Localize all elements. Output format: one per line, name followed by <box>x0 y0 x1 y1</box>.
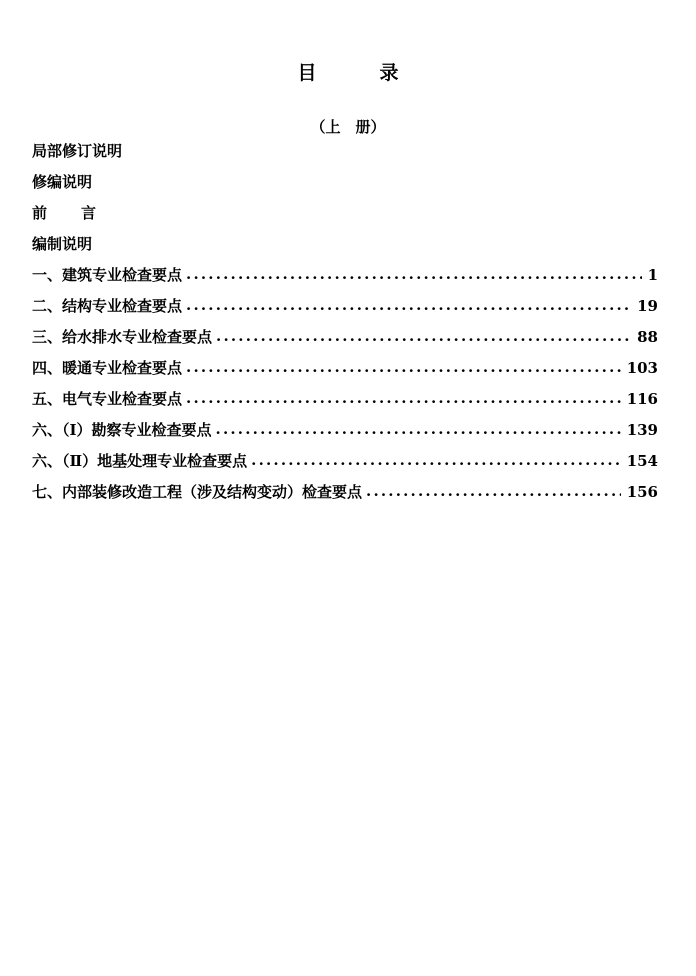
toc-leader-dots <box>186 357 621 377</box>
toc-leader-dots <box>186 264 642 284</box>
toc-entry-plumbing[interactable] <box>32 327 658 358</box>
toc-leader-dots <box>251 450 621 470</box>
toc-entry-electrical[interactable] <box>32 389 658 420</box>
toc-entry-page: 154 <box>626 452 658 470</box>
toc-entry-label: 二、结构专业检查要点 <box>32 297 183 315</box>
toc-entry-survey[interactable] <box>32 420 658 451</box>
front-matter-item-revision-explanation[interactable]: 修编说明 <box>32 173 93 191</box>
toc-leader-dots <box>186 388 621 408</box>
toc-leader-dots <box>216 419 621 439</box>
front-matter-item-preface[interactable]: 前言 <box>32 204 131 222</box>
toc-leader-dots <box>186 295 631 315</box>
toc-entry-label: 七、内部装修改造工程（涉及结构变动）检查要点 <box>32 483 363 501</box>
toc-leader-dots <box>216 326 631 346</box>
toc-entry-foundation-treatment[interactable] <box>32 451 658 482</box>
toc-entry-label: 三、给水排水专业检查要点 <box>32 328 213 346</box>
toc-entry-label: 五、电气专业检查要点 <box>32 390 183 408</box>
front-matter-item-revision-notes[interactable]: 局部修订说明 <box>32 142 123 160</box>
toc-entry-hvac[interactable] <box>32 358 658 389</box>
table-of-contents <box>32 265 658 513</box>
toc-entry-page: 116 <box>626 390 658 408</box>
toc-entry-page: 139 <box>626 421 658 439</box>
front-matter-item-compilation-notes[interactable]: 编制说明 <box>32 235 93 253</box>
toc-entry-label: 六、（Ⅰ）勘察专业检查要点 <box>32 421 212 439</box>
volume-subtitle: （上 册） <box>310 118 386 136</box>
toc-entry-page: 88 <box>637 328 658 346</box>
toc-entry-label: 六、（Ⅱ）地基处理专业检查要点 <box>32 452 248 470</box>
page-title: 目 录 <box>297 62 421 84</box>
toc-entry-interior-renovation[interactable] <box>32 482 658 513</box>
toc-entry-page: 19 <box>637 297 658 315</box>
toc-entry-label: 四、暖通专业检查要点 <box>32 359 183 377</box>
toc-entry-page: 156 <box>626 483 658 501</box>
front-matter-list <box>32 141 672 265</box>
toc-entry-label: 一、建筑专业检查要点 <box>32 266 183 284</box>
toc-entry-architecture[interactable] <box>32 265 658 296</box>
toc-entry-page: 103 <box>626 359 658 377</box>
toc-entry-page: 1 <box>647 266 658 284</box>
toc-entry-structure[interactable] <box>32 296 658 327</box>
toc-leader-dots <box>366 481 621 501</box>
